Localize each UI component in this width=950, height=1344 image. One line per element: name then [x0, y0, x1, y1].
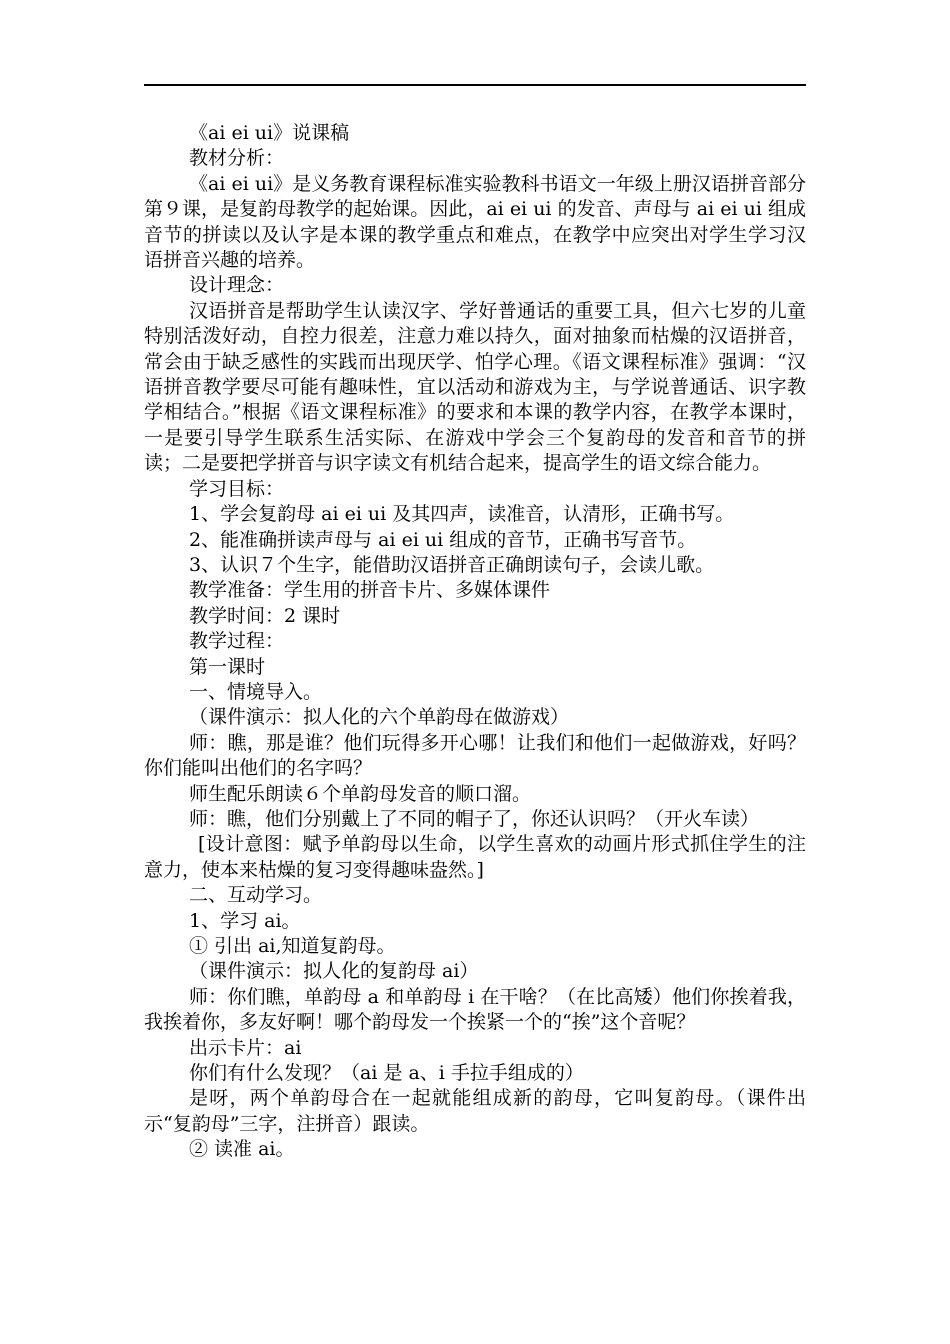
paragraph-teacher-2: 师：瞧，他们分别戴上了不同的帽子了，你还认识吗？（开火车读）	[189, 807, 760, 830]
section-heading-material-analysis: 教材分析：	[189, 147, 285, 170]
sub-step-introduce-ai: ① 引出 ai,知道复韵母。	[189, 935, 396, 957]
paragraph-teacher-3: 师：你们瞧，单韵母 a 和单韵母 i 在干啥？（在比高矮）他们你挨着我，我挨着你，多友好啊！哪个韵母发一个挨紧一个的“挨”这个音呢？	[144, 985, 806, 1034]
section-heading-learning-goals: 学习目标：	[189, 477, 285, 500]
goal-item-1: 1、学会复韵母 ai ei ui 及其四声，读准音，认清形，正确书写。	[189, 503, 735, 526]
paragraph-show-card: 出示卡片：ai	[189, 1036, 302, 1059]
paragraph-read-rhyme: 师生配乐朗读６个单韵母发音的顺口溜。	[189, 782, 532, 805]
sub-step-read-ai: ② 读准 ai。	[189, 1138, 295, 1161]
step-heading-interactive: 二、互动学习。	[189, 884, 323, 907]
paragraph-teacher-1: 师：瞧，那是谁？他们玩得多开心哪！让我们和他们一起做游戏，好吗？你们能叫出他们的名字吗？	[144, 731, 806, 780]
lesson-heading-first: 第一课时	[189, 655, 266, 678]
paragraph-courseware-demo-2: （课件演示：拟人化的复韵母 ai）	[189, 960, 479, 983]
goal-item-2: 2、能准确拼读声母与 ai ei ui 组成的音节，正确书写音节。	[189, 528, 697, 551]
teaching-time: 教学时间：2 课时	[189, 604, 341, 627]
sub-heading-learn-ai: 1、学习 ai。	[189, 909, 301, 932]
header-rule	[144, 84, 806, 86]
step-heading-situation: 一、情境导入。	[189, 680, 323, 703]
paragraph-compound-vowel: 是呀，两个单韵母合在一起就能组成新的韵母，它叫复韵母。（课件出示“复韵母”三字，注拼音）跟读。	[144, 1087, 806, 1135]
goal-item-3: 3、认识７个生字，能借助汉语拼音正确朗读句子，会读儿歌。	[189, 553, 715, 576]
paragraph-courseware-demo-1: （课件演示：拟人化的六个单韵母在做游戏）	[189, 706, 570, 729]
paragraph-design-concept: 汉语拼音是帮助学生认读汉字、学好普通话的重要工具，但六七岁的儿童特别活泼好动，自控力很差，注意力难以持久，面对抽象而枯燥的汉语拼音，常会由于缺乏感性的实践而出现厌学、怕学心理。《语文课程标准》强调：“汉语拼音教学要尽可能有趣味性，宜以活动和游戏为主，与学说普通话、识字教学相结合。”根据《语文课程标准》的要求和本课的教学内容，在教学本课时，一是要引导学生联系生活实际、在游戏中学会三个复韵母的发音和音节的拼读；二是要把学拼音与识字读文有机结合起来，提高学生的语文综合能力。	[144, 299, 806, 475]
section-heading-design-concept: 设计理念：	[189, 274, 285, 297]
paragraph-material-analysis: 《ai ei ui》是义务教育课程标准实验教科书语文一年级上册汉语拼音部分第９课，是复韵母教学的起始课。因此，ai ei ui 的发音、声母与 ai ei ui 组成音节的拼读以及认字是本课的教学重点和难点，在教学中应突出对学生学习汉语拼音兴趣的培养。	[144, 172, 806, 272]
paragraph-design-intent: [设计意图：赋予单韵母以生命，以学生喜欢的动画片形式抓住学生的注意力，使本来枯燥的复习变得趣味盎然。]	[144, 833, 806, 881]
section-heading-teaching-process: 教学过程：	[189, 630, 285, 653]
paragraph-discovery: 你们有什么发现？（ai 是 a、i 手拉手组成的）	[189, 1062, 584, 1085]
document-title: 《ai ei ui》说课稿	[189, 122, 350, 144]
document-body	[144, 121, 806, 1163]
teaching-preparation: 教学准备：学生用的拼音卡片、多媒体课件	[189, 579, 551, 602]
